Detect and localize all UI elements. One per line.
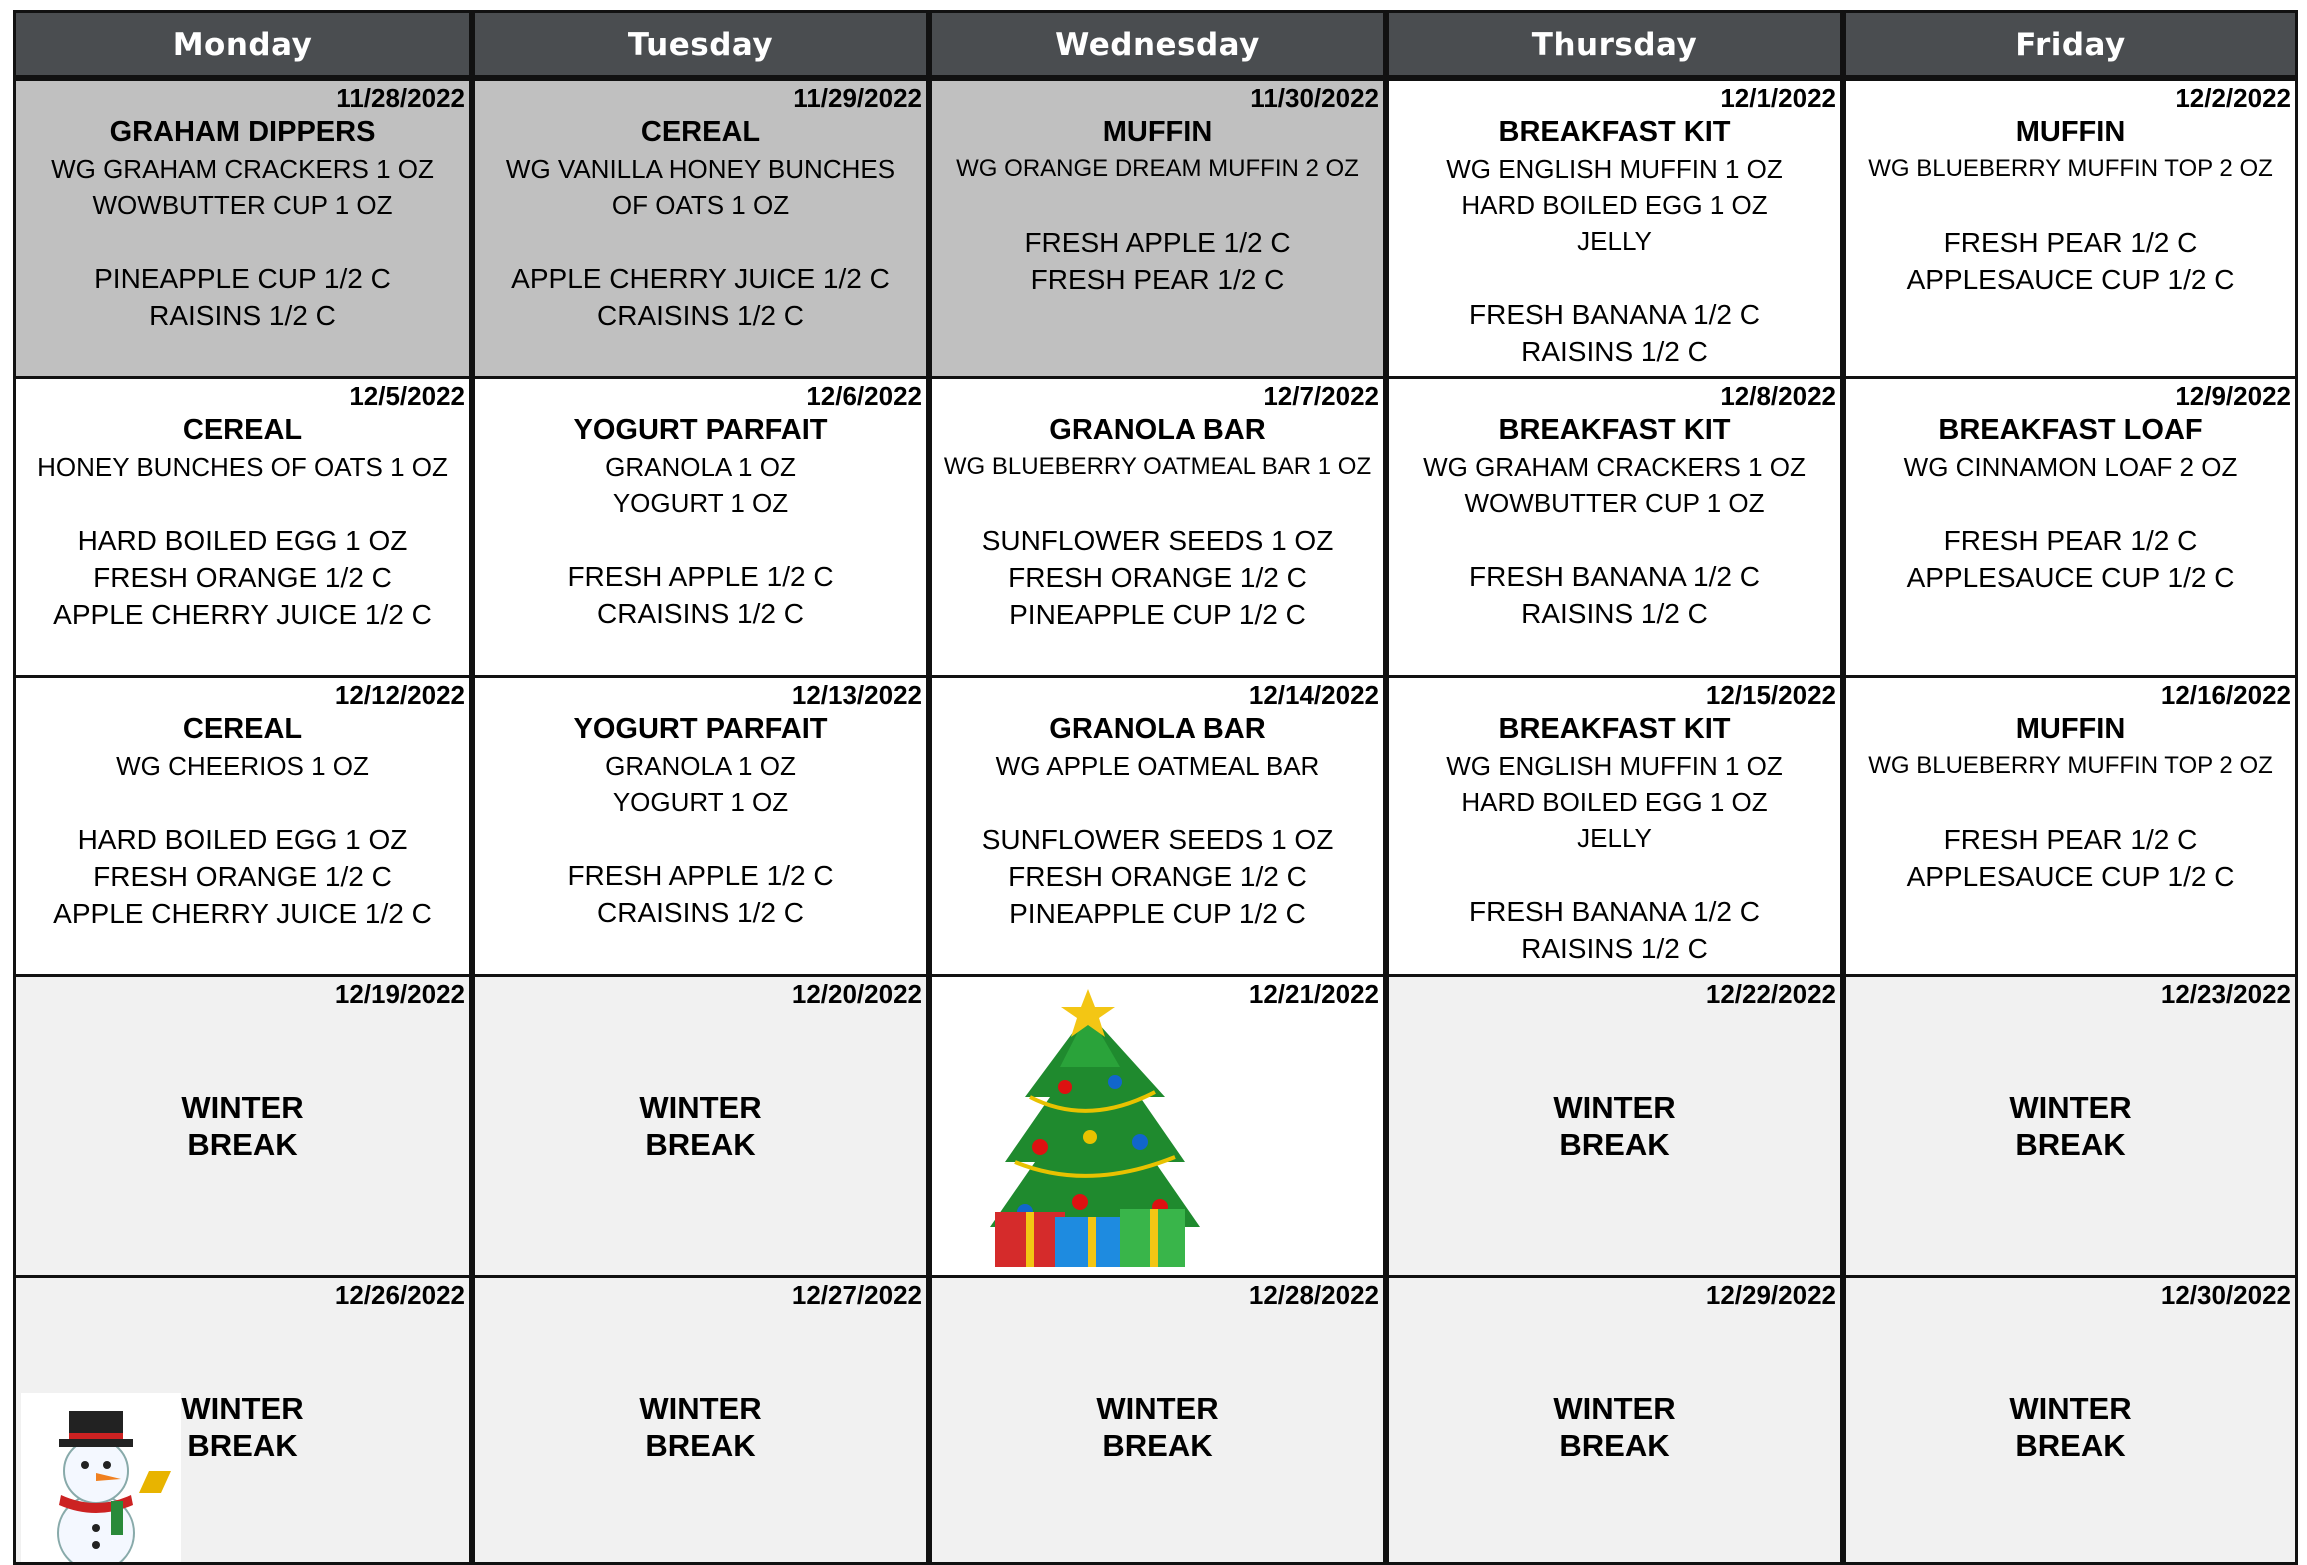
spacer: [932, 784, 1383, 821]
spacer: [1389, 521, 1840, 558]
spacer: [475, 521, 926, 558]
menu-item-title: BREAKFAST KIT: [1498, 414, 1731, 446]
menu-entry: [1846, 412, 2295, 596]
menu-item-line: GRANOLA 1 OZ: [605, 751, 796, 781]
winter-break-word: BREAK: [1559, 1428, 1670, 1463]
menu-item-title: MUFFIN: [1102, 116, 1213, 148]
day-cell-monday: [13, 974, 472, 1278]
menu-item-line: FRESH APPLE 1/2 C: [567, 561, 834, 592]
menu-item-line: WG BLUEBERRY MUFFIN TOP 2 OZ: [1868, 155, 2273, 182]
week-row: [13, 974, 2298, 1278]
menu-item-title: BREAKFAST KIT: [1498, 713, 1731, 745]
winter-break-label: [1389, 1089, 1840, 1163]
menu-entry: [16, 114, 469, 334]
menu-item-line: FRESH ORANGE 1/2 C: [93, 861, 392, 892]
menu-item-line: WG GRAHAM CRACKERS 1 OZ: [51, 154, 434, 184]
winter-break-label: [1846, 1089, 2295, 1163]
spacer: [16, 485, 469, 522]
menu-item-line: SUNFLOWER SEEDS 1 OZ: [981, 525, 1334, 556]
winter-break-label: [475, 1089, 926, 1163]
day-cell-friday: [1843, 376, 2298, 678]
date-label: 12/27/2022: [791, 1280, 922, 1310]
menu-item-line: PINEAPPLE CUP 1/2 C: [1009, 599, 1306, 630]
winter-break-word: BREAK: [1102, 1428, 1213, 1463]
menu-item-line: GRANOLA 1 OZ: [605, 452, 796, 482]
menu-item-line: JELLY: [1577, 823, 1652, 853]
date-label: 12/6/2022: [806, 381, 922, 411]
winter-break-word: BREAK: [645, 1428, 756, 1463]
menu-item-line: APPLE CHERRY JUICE 1/2 C: [53, 898, 432, 929]
header-thursday: Thursday: [1386, 10, 1843, 78]
header-monday: Monday: [13, 10, 472, 78]
date-label: 11/30/2022: [1250, 83, 1379, 113]
day-cell-thursday: [1386, 376, 1843, 678]
spacer: [1389, 856, 1840, 893]
menu-item-line: WG BLUEBERRY MUFFIN TOP 2 OZ: [1868, 752, 2273, 779]
menu-item-title: GRANOLA BAR: [1049, 713, 1266, 745]
menu-item-line: RAISINS 1/2 C: [149, 300, 336, 331]
day-cell-tuesday: [472, 974, 929, 1278]
menu-item-line: PINEAPPLE CUP 1/2 C: [1009, 898, 1306, 929]
date-label: 12/12/2022: [334, 680, 465, 710]
menu-entry: [16, 412, 469, 633]
menu-item-title: YOGURT PARFAIT: [573, 414, 828, 446]
menu-item-line: CRAISINS 1/2 C: [597, 897, 804, 928]
day-cell-monday: [13, 1275, 472, 1565]
spacer: [932, 187, 1383, 224]
menu-entry: [475, 711, 926, 931]
week-row: [13, 675, 2298, 977]
menu-item-line: FRESH BANANA 1/2 C: [1469, 299, 1760, 330]
menu-item-title: CEREAL: [182, 713, 303, 745]
date-label: 12/2/2022: [2175, 83, 2291, 113]
date-label: 12/5/2022: [349, 381, 465, 411]
winter-break-word: BREAK: [645, 1127, 756, 1162]
day-cell-wednesday: [929, 78, 1386, 379]
week-row: [13, 376, 2298, 678]
menu-item-line: FRESH ORANGE 1/2 C: [1008, 562, 1307, 593]
menu-item-line: APPLESAUCE CUP 1/2 C: [1906, 861, 2235, 892]
menu-item-line: APPLE CHERRY JUICE 1/2 C: [511, 263, 890, 294]
menu-item-line: RAISINS 1/2 C: [1521, 336, 1708, 367]
header-wednesday: Wednesday: [929, 10, 1386, 78]
menu-entry: [475, 412, 926, 632]
date-label: 12/14/2022: [1248, 680, 1379, 710]
date-label: 12/8/2022: [1720, 381, 1836, 411]
spacer: [1846, 187, 2295, 224]
winter-break-word: BREAK: [187, 1127, 298, 1162]
day-cell-thursday: [1386, 1275, 1843, 1565]
date-label: 12/21/2022: [1248, 979, 1379, 1009]
spacer: [1846, 784, 2295, 821]
winter-break-word: WINTER: [1096, 1391, 1219, 1426]
menu-item-title: MUFFIN: [2015, 116, 2126, 148]
date-label: 11/29/2022: [793, 83, 922, 113]
menu-item-line: WG CHEERIOS 1 OZ: [116, 751, 369, 781]
winter-break-word: BREAK: [2015, 1428, 2126, 1463]
menu-item-title: GRAHAM DIPPERS: [109, 116, 376, 148]
header-friday: Friday: [1843, 10, 2298, 78]
christmas-tree-image: [970, 987, 1220, 1272]
day-cell-wednesday: [929, 675, 1386, 977]
winter-break-word: WINTER: [181, 1391, 304, 1426]
date-label: 12/9/2022: [2175, 381, 2291, 411]
date-label: 12/22/2022: [1705, 979, 1836, 1009]
day-cell-friday: [1843, 974, 2298, 1278]
menu-item-line: WG BLUEBERRY OATMEAL BAR 1 OZ: [943, 453, 1372, 480]
header-tuesday: Tuesday: [472, 10, 929, 78]
menu-item-line: CRAISINS 1/2 C: [597, 598, 804, 629]
winter-break-word: BREAK: [2015, 1127, 2126, 1162]
menu-item-line: HARD BOILED EGG 1 OZ: [1461, 190, 1768, 220]
week-row: [13, 1275, 2298, 1565]
date-label: 12/16/2022: [2160, 680, 2291, 710]
day-cell-wednesday: [929, 376, 1386, 678]
menu-item-line: FRESH BANANA 1/2 C: [1469, 896, 1760, 927]
menu-item-line: FRESH BANANA 1/2 C: [1469, 561, 1760, 592]
menu-item-line: FRESH PEAR 1/2 C: [1943, 227, 2198, 258]
winter-break-word: BREAK: [1559, 1127, 1670, 1162]
date-label: 12/23/2022: [2160, 979, 2291, 1009]
menu-entry: [16, 711, 469, 932]
menu-entry: [1846, 114, 2295, 298]
menu-entry: [932, 711, 1383, 932]
weekday-header-row: [13, 10, 2298, 78]
menu-entry: [1389, 412, 1840, 632]
day-cell-monday: [13, 675, 472, 977]
spacer: [475, 223, 926, 260]
date-label: 12/13/2022: [791, 680, 922, 710]
menu-item-line: YOGURT 1 OZ: [612, 787, 789, 817]
menu-item-title: CEREAL: [640, 116, 761, 148]
week-row: [13, 78, 2298, 379]
winter-break-label: [475, 1390, 926, 1464]
menu-item-title: GRANOLA BAR: [1049, 414, 1266, 446]
date-label: 12/7/2022: [1263, 381, 1379, 411]
date-label: 11/28/2022: [336, 83, 465, 113]
winter-break-word: WINTER: [2009, 1090, 2132, 1125]
menu-item-line: HARD BOILED EGG 1 OZ: [1461, 787, 1768, 817]
menu-item-line: WG APPLE OATMEAL BAR: [995, 751, 1320, 781]
menu-item-line: OF OATS 1 OZ: [611, 190, 790, 220]
menu-entry: [932, 412, 1383, 633]
day-cell-monday: [13, 78, 472, 379]
day-cell-thursday: [1386, 78, 1843, 379]
winter-break-word: WINTER: [639, 1391, 762, 1426]
menu-item-line: RAISINS 1/2 C: [1521, 598, 1708, 629]
menu-item-line: CRAISINS 1/2 C: [597, 300, 804, 331]
menu-entry: [932, 114, 1383, 298]
day-cell-friday: [1843, 675, 2298, 977]
menu-item-line: WG ORANGE DREAM MUFFIN 2 OZ: [956, 155, 1359, 182]
menu-item-line: APPLE CHERRY JUICE 1/2 C: [53, 599, 432, 630]
menu-item-line: WG CINNAMON LOAF 2 OZ: [1903, 452, 2238, 482]
spacer: [16, 223, 469, 260]
menu-item-line: HARD BOILED EGG 1 OZ: [77, 824, 408, 855]
menu-item-line: RAISINS 1/2 C: [1521, 933, 1708, 964]
date-label: 12/1/2022: [1720, 83, 1836, 113]
menu-item-line: WOWBUTTER CUP 1 OZ: [1464, 488, 1765, 518]
winter-break-word: WINTER: [1553, 1090, 1676, 1125]
menu-item-title: YOGURT PARFAIT: [573, 713, 828, 745]
winter-break-word: WINTER: [181, 1090, 304, 1125]
spacer: [1389, 259, 1840, 296]
date-label: 12/29/2022: [1705, 1280, 1836, 1310]
menu-item-line: FRESH PEAR 1/2 C: [1943, 525, 2198, 556]
winter-break-label: [1846, 1390, 2295, 1464]
menu-item-line: HARD BOILED EGG 1 OZ: [77, 525, 408, 556]
day-cell-wednesday: [929, 974, 1386, 1278]
winter-break-label: [932, 1390, 1383, 1464]
menu-item-line: WG ENGLISH MUFFIN 1 OZ: [1446, 154, 1783, 184]
menu-item-line: FRESH ORANGE 1/2 C: [93, 562, 392, 593]
menu-item-line: WG VANILLA HONEY BUNCHES: [505, 154, 896, 184]
menu-item-line: APPLESAUCE CUP 1/2 C: [1906, 264, 2235, 295]
winter-break-word: BREAK: [187, 1428, 298, 1463]
menu-item-line: FRESH APPLE 1/2 C: [567, 860, 834, 891]
menu-item-line: APPLESAUCE CUP 1/2 C: [1906, 562, 2235, 593]
day-cell-wednesday: [929, 1275, 1386, 1565]
menu-item-line: WOWBUTTER CUP 1 OZ: [92, 190, 393, 220]
menu-item-line: JELLY: [1577, 226, 1652, 256]
date-label: 12/15/2022: [1705, 680, 1836, 710]
spacer: [475, 820, 926, 857]
winter-break-word: WINTER: [1553, 1391, 1676, 1426]
menu-item-line: WG GRAHAM CRACKERS 1 OZ: [1423, 452, 1806, 482]
day-cell-thursday: [1386, 675, 1843, 977]
menu-entry: [1846, 711, 2295, 895]
menu-item-line: SUNFLOWER SEEDS 1 OZ: [981, 824, 1334, 855]
menu-item-line: FRESH APPLE 1/2 C: [1024, 227, 1291, 258]
day-cell-tuesday: [472, 675, 929, 977]
menu-item-line: YOGURT 1 OZ: [612, 488, 789, 518]
menu-item-line: FRESH ORANGE 1/2 C: [1008, 861, 1307, 892]
menu-item-line: WG ENGLISH MUFFIN 1 OZ: [1446, 751, 1783, 781]
menu-calendar: [13, 10, 2298, 1560]
day-cell-tuesday: [472, 1275, 929, 1565]
menu-entry: [1389, 114, 1840, 370]
snowman-image: [21, 1393, 181, 1565]
spacer: [1846, 485, 2295, 522]
menu-item-title: MUFFIN: [2015, 713, 2126, 745]
spacer: [16, 784, 469, 821]
date-label: 12/26/2022: [334, 1280, 465, 1310]
day-cell-thursday: [1386, 974, 1843, 1278]
menu-item-line: FRESH PEAR 1/2 C: [1030, 264, 1285, 295]
day-cell-tuesday: [472, 78, 929, 379]
menu-entry: [475, 114, 926, 334]
winter-break-label: [16, 1089, 469, 1163]
winter-break-word: WINTER: [2009, 1391, 2132, 1426]
day-cell-friday: [1843, 78, 2298, 379]
menu-item-line: PINEAPPLE CUP 1/2 C: [94, 263, 391, 294]
winter-break-word: WINTER: [639, 1090, 762, 1125]
winter-break-label: [1389, 1390, 1840, 1464]
menu-item-title: BREAKFAST LOAF: [1938, 414, 2203, 446]
date-label: 12/20/2022: [791, 979, 922, 1009]
menu-item-title: CEREAL: [182, 414, 303, 446]
menu-entry: [1389, 711, 1840, 967]
day-cell-monday: [13, 376, 472, 678]
date-label: 12/19/2022: [334, 979, 465, 1009]
day-cell-tuesday: [472, 376, 929, 678]
date-label: 12/28/2022: [1248, 1280, 1379, 1310]
day-cell-friday: [1843, 1275, 2298, 1565]
date-label: 12/30/2022: [2160, 1280, 2291, 1310]
menu-item-line: FRESH PEAR 1/2 C: [1943, 824, 2198, 855]
menu-item-line: HONEY BUNCHES OF OATS 1 OZ: [37, 452, 448, 482]
menu-item-title: BREAKFAST KIT: [1498, 116, 1731, 148]
spacer: [932, 485, 1383, 522]
